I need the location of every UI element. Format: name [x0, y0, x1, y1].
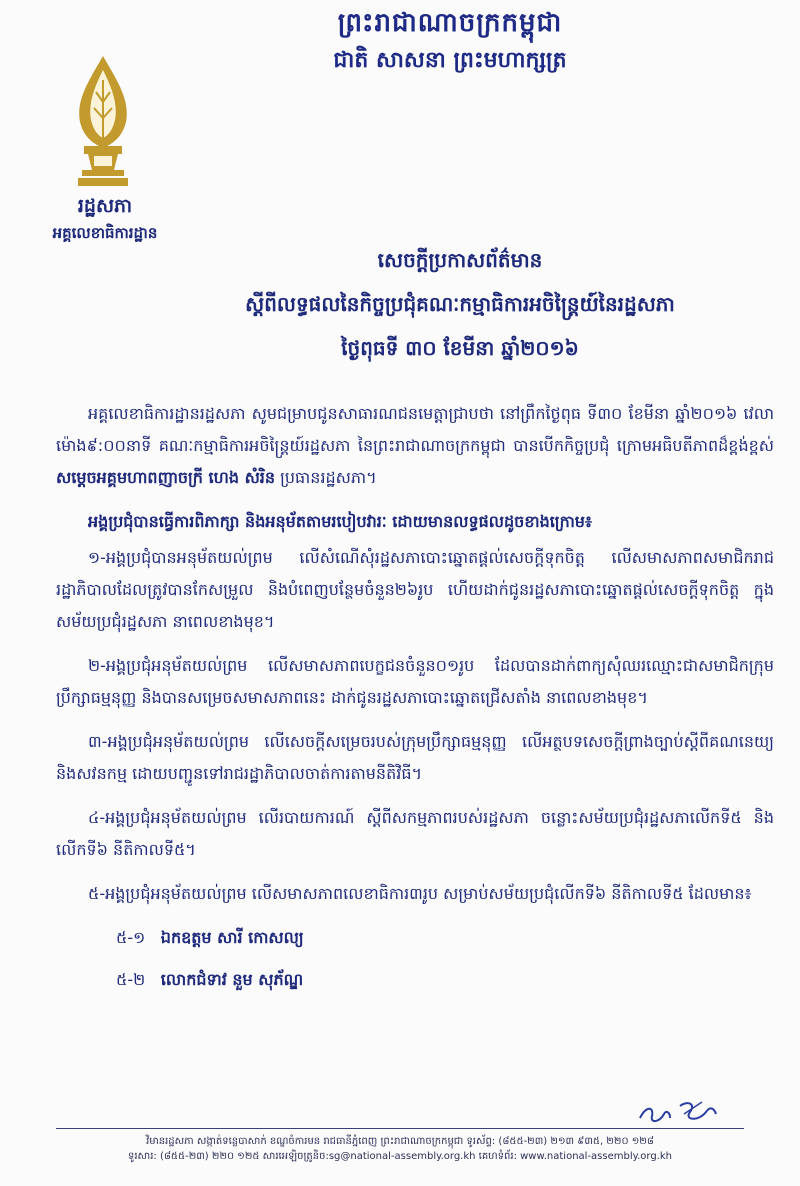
kingdom-motto: ជាតិ សាសនា ព្រះមហាក្សត្រ — [333, 48, 567, 73]
footer-contacts: ទូរសារ: (៨៥៥-២៣) ២២០ ១២៥ សារអេឡិចត្រូនិច:sg@national-assembly.org.kh គេហទំព័រ: www.national-assembly.org.kh — [128, 1151, 672, 1162]
result-item-5: ៥-អង្គប្រជុំអនុម័តយល់ព្រម លើសមាសភាពលេខាធិការ៣រូប សម្រាប់សម័យប្រជុំលើកទី៦ នីតិកាលទី៥ ដែលមាន៖ — [88, 884, 752, 903]
document-date: ថ្ងៃពុធទី ៣០ ខែមីនា ឆ្នាំ២០១៦ — [341, 336, 579, 360]
organization-department: អគ្គលេខាធិការដ្ឋាន — [52, 224, 158, 242]
document-title: សេចក្តីប្រកាសព័ត៌មាន — [377, 248, 543, 272]
intro-paragraph — [56, 398, 774, 494]
organization-name: រដ្ឋសភា — [77, 195, 133, 217]
footer-address: វិមានរដ្ឋសភា សង្កាត់ទន្លេបាសាក់ ខណ្ឌចំការមន រាជធានីភ្នំពេញ ព្រះរាជាណាចក្រកម្ពុជា ទូរស័ព្ទ: (៨៥៥-២៣) ២១៣ ៩៣៥, ២២០ ១២៨ — [146, 1136, 654, 1147]
result-item-3: ៣-អង្គប្រជុំអនុម័តយល់ព្រម លើសេចក្តីសម្រេចរបស់ក្រុមប្រឹក្សាធម្មនុញ្ញ លើអត្ថបទសេចក្តីព្រាងច្បាប់ស្តីពីគណនេយ្យ និងសវនកម្ម ដោយបញ្ជូនទៅរាជរដ្ឋាភិបាលចាត់ការតាមនីតិវិធី។ — [56, 732, 774, 783]
member-name: ឯកឧត្តម សារី កោសល្យ — [160, 928, 304, 947]
footer — [60, 1134, 740, 1164]
chair-name: សម្តេចអគ្គមហាពញាចក្រី ហេង សំរិន — [56, 468, 276, 487]
national-assembly-emblem-icon — [58, 52, 148, 192]
member-number: ៥-២ — [116, 970, 146, 989]
result-item-2: ២-អង្គប្រជុំអនុម័តយល់ព្រម លើសមាសភាពបេក្ខជនចំនួន០១រូប ដែលបានដាក់ពាក្យសុំឈរឈ្មោះជាសមាជិកក្រុមប្រឹក្សាធម្មនុញ្ញ និងបានសម្រេចសមាសភាពនេះ ដាក់ជូនរដ្ឋសភាបោះឆ្នោតជ្រើសតាំង នាពេលខាងមុខ។ — [56, 656, 774, 707]
result-item-1: ១-អង្គប្រជុំបានអនុម័តយល់ព្រម លើសំណើសុំរដ្ឋសភាបោះឆ្នោតផ្តល់សេចក្តីទុកចិត្ត លើសមាសភាពសមាជិករាជរដ្ឋាភិបាលដែលត្រូវបានកែសម្រួល និងបំពេញបន្ថែមចំនួន២៦រូប ហើយដាក់ជូនរដ្ឋសភាបោះឆ្នោតផ្តល់សេចក្តីទុកចិត្ត ក្នុងសម័យប្រជុំរដ្ឋសភា នាពេលខាងមុខ។ — [56, 548, 774, 631]
footer-divider — [56, 1128, 744, 1129]
intro-text: អគ្គលេខាធិការដ្ឋានរដ្ឋសភា សូមជម្រាបជូនសាធារណជនមេត្តាជ្រាបថា នៅព្រឹកថ្ងៃពុធ ទី៣០ ខែមីនា ឆ្នាំ២០១៦ វេលាម៉ោង៩:០០នាទី គណៈកម្មាធិការអចិន្ត្រៃយ៍រដ្ឋសភា នៃព្រះរាជាណាចក្រកម្ពុជា បានបើកកិច្ចប្រជុំ ក្រោមអធិបតីភាពដ៏ខ្ពង់ខ្ពស់ — [56, 404, 774, 455]
document-subject: ស្តីពីលទ្ធផលនៃកិច្ចប្រជុំគណៈកម្មាធិការអចិន្ត្រៃយ៍នៃរដ្ឋសភា — [245, 292, 675, 316]
intro-tail: ប្រធានរដ្ឋសភា។ — [280, 468, 377, 487]
member-number: ៥-១ — [116, 928, 146, 947]
section-heading: អង្គប្រជុំបានធ្វើការពិភាក្សា និងអនុម័តតាមរបៀបវារៈ ដោយមានលទ្ធផលដូចខាងក្រោម៖ — [88, 512, 592, 531]
kingdom-title: ព្រះរាជាណាចក្រកម្ពុជា — [337, 8, 563, 38]
document-body — [56, 398, 774, 1006]
kingdom-header — [230, 6, 670, 78]
secretary-member-1 — [116, 922, 774, 954]
secretary-member-2 — [116, 964, 774, 996]
handwritten-initials — [636, 1094, 720, 1130]
member-name: លោកជំទាវ នួម សុភ័ណ្ឌ — [160, 970, 304, 989]
result-item-4: ៤-អង្គប្រជុំអនុម័តយល់ព្រម លើរបាយការណ៍ ស្តីពីសកម្មភាពរបស់រដ្ឋសភា ចន្លោះសម័យប្រជុំរដ្ឋសភាលើកទី៥ និងលើកទី៦ នីតិកាលទី៥។ — [56, 808, 774, 859]
document-titles — [120, 238, 800, 370]
